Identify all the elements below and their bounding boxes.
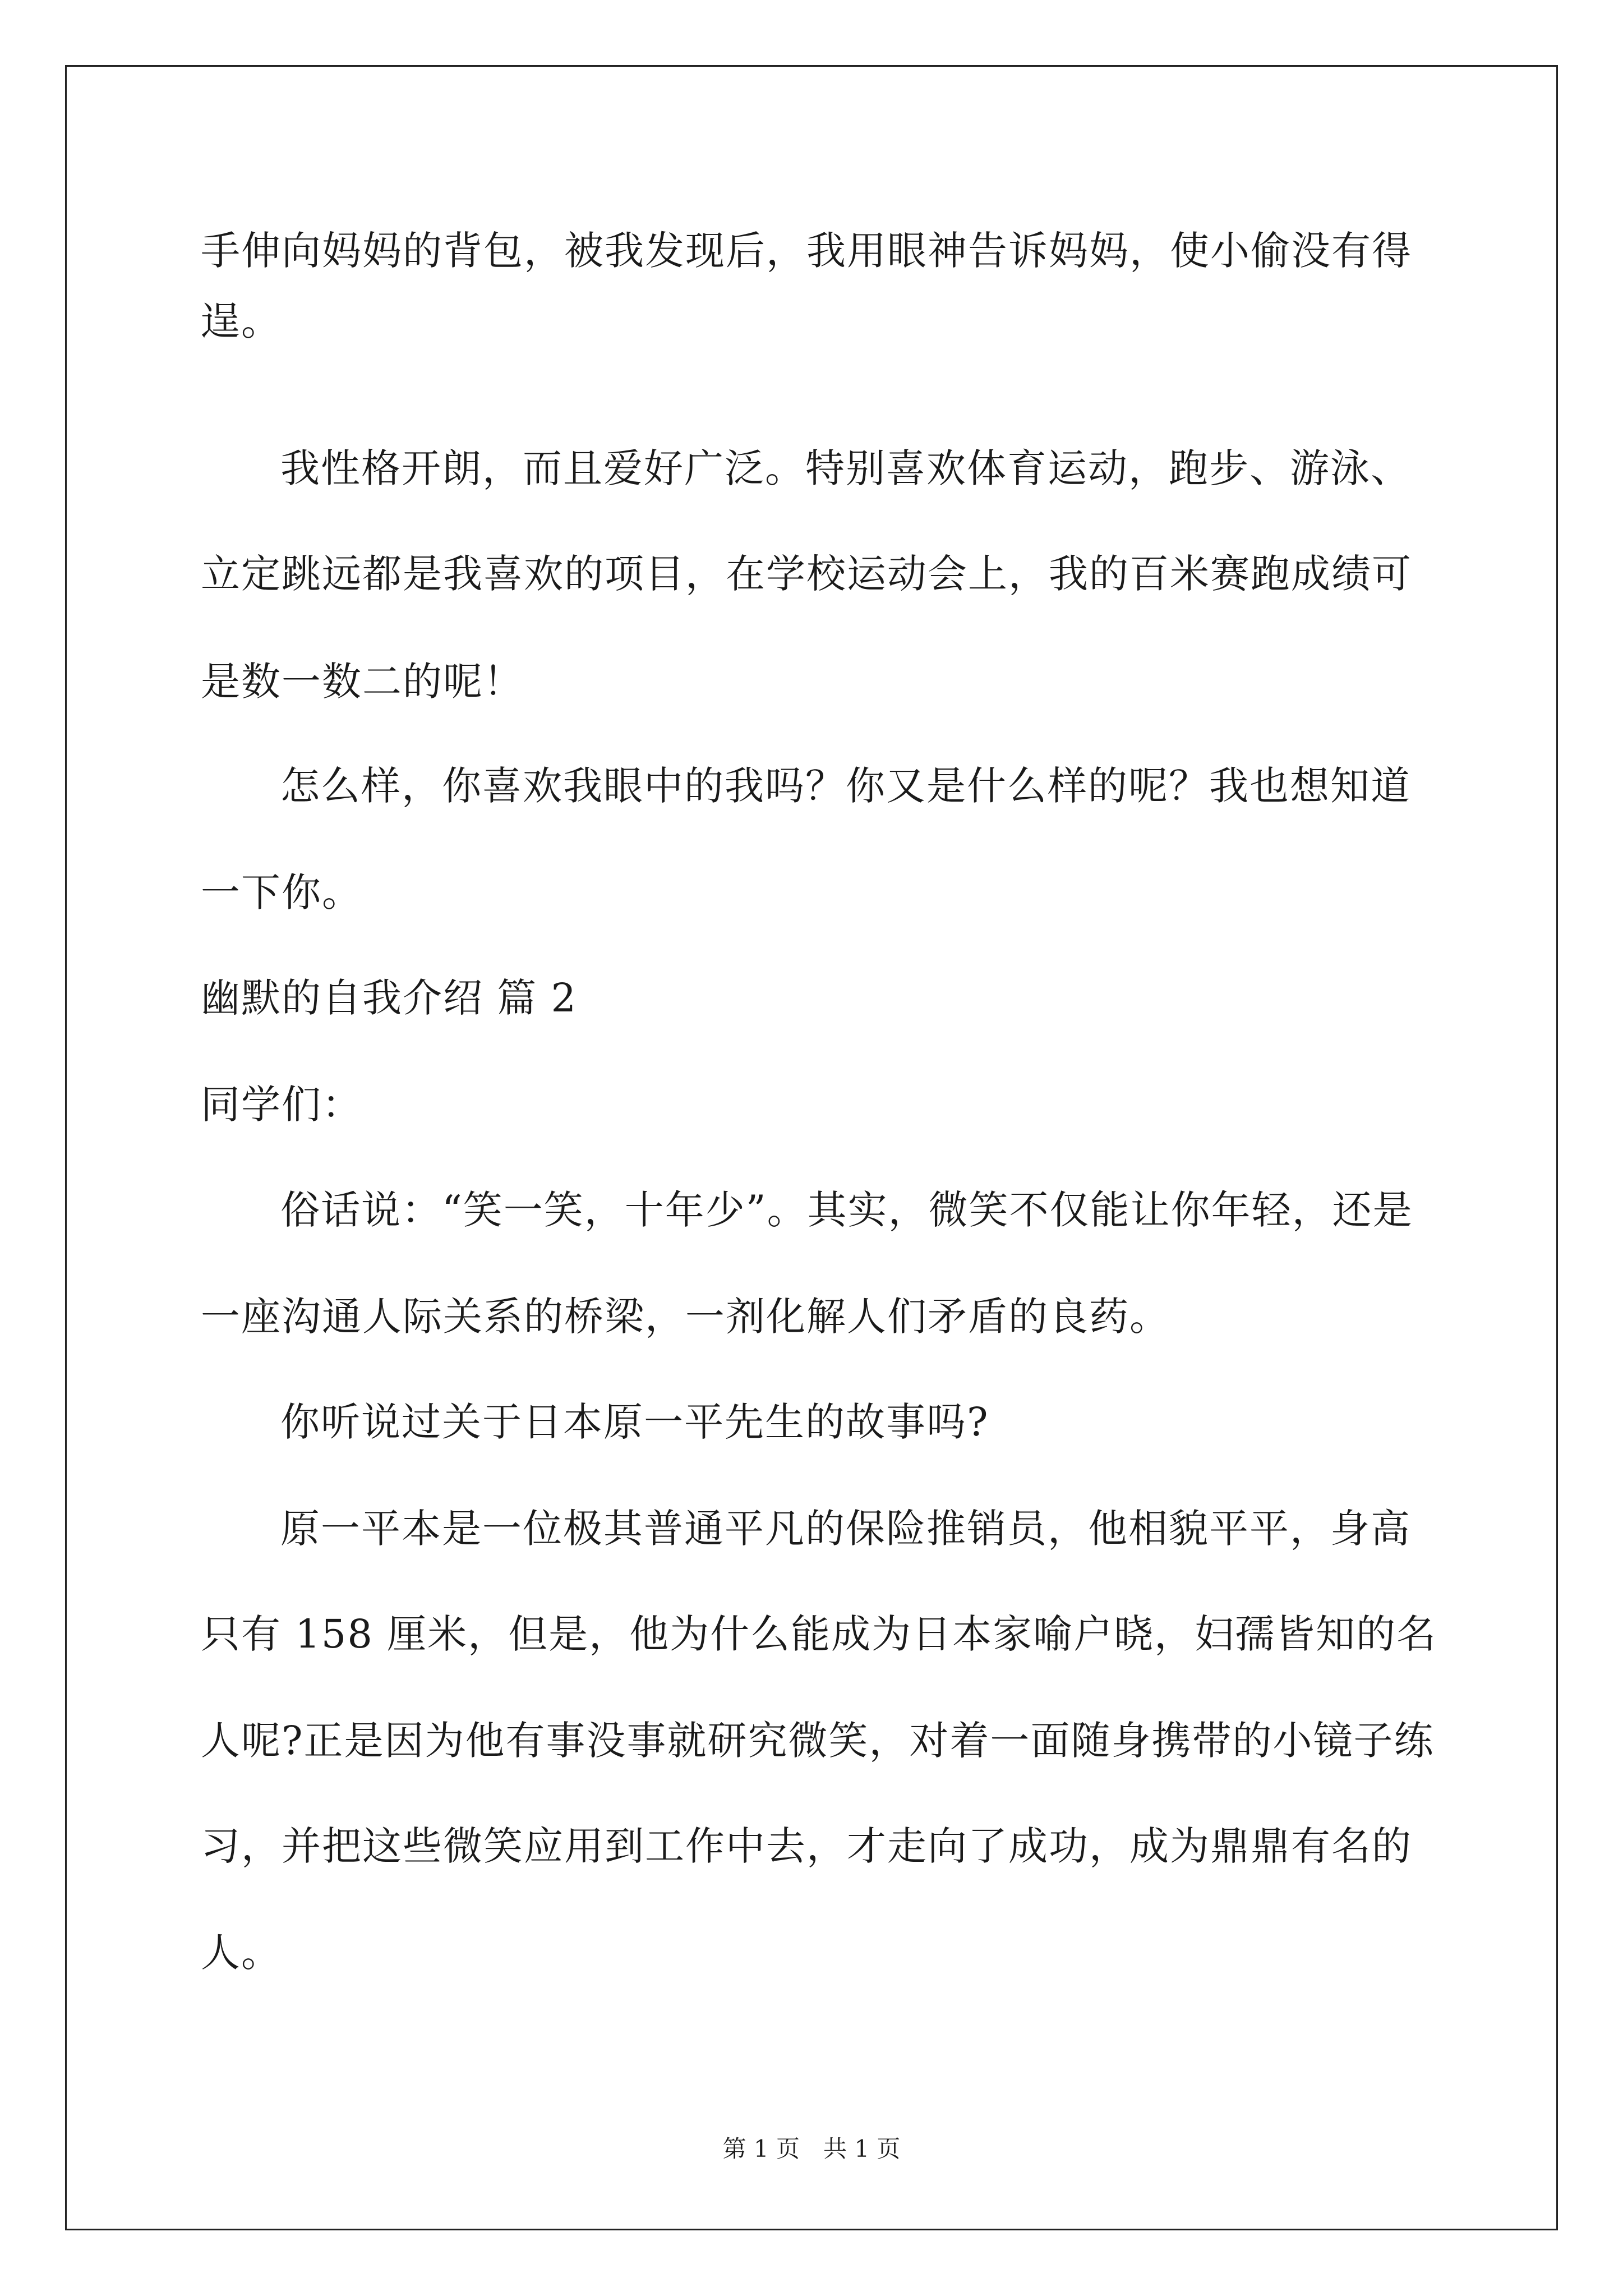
text-line-16: 习，并把这些微笑应用到工作中去，才走向了成功，成为鼎鼎有名的 [201, 1823, 1412, 1869]
text-line-12: 你听说过关于日本原一平先生的故事吗? [280, 1399, 989, 1445]
text-line-3: 我性格开朗，而且爱好广泛。特别喜欢体育运动，跑步、游泳、 [280, 445, 1411, 491]
text-line-14: 只有 158 厘米，但是，他为什么能成为日本家喻户晓，妇孺皆知的名 [201, 1611, 1437, 1657]
text-line-6: 怎么样，你喜欢我眼中的我吗？你又是什么样的呢？我也想知道 [280, 763, 1411, 809]
page-border [65, 65, 1558, 2230]
text-line-13: 原一平本是一位极其普通平凡的保险推销员，他相貌平平，身高 [280, 1506, 1411, 1552]
page-number-footer: 第 1 页 共 1 页 [722, 2135, 901, 2162]
text-line-9: 同学们： [201, 1082, 362, 1128]
text-line-4: 立定跳远都是我喜欢的项目，在学校运动会上，我的百米赛跑成绩可 [201, 551, 1412, 597]
text-line-2: 逞。 [201, 298, 282, 344]
text-line-5: 是数一数二的呢！ [201, 659, 524, 705]
text-line-17: 人。 [201, 1930, 282, 1976]
text-line-7: 一下你。 [201, 869, 362, 915]
section-heading: 幽默的自我介绍 篇 2 [201, 975, 578, 1021]
text-line-11: 一座沟通人际关系的桥梁，一剂化解人们矛盾的良药。 [201, 1294, 1170, 1340]
text-line-1: 手伸向妈妈的背包，被我发现后，我用眼神告诉妈妈，使小偷没有得 [201, 228, 1412, 274]
text-line-15: 人呢?正是因为他有事没事就研究微笑，对着一面随身携带的小镜子练 [201, 1718, 1435, 1764]
text-line-10: 俗话说：“笑一笑，十年少”。其实，微笑不仅能让你年轻，还是 [280, 1187, 1413, 1233]
